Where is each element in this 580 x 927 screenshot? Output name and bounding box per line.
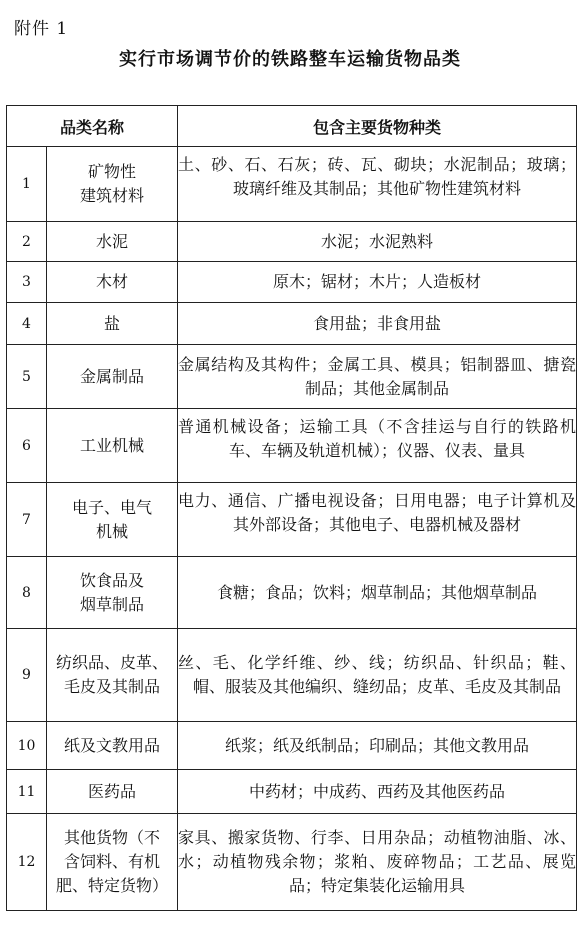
- table-row: [7, 557, 577, 629]
- goods-text: 家具、搬家货物、行李、日用杂品；动植物油脂、冰、水；动植物残余物；浆粕、废碎物品；工艺品、展览品；特定集装化运输用具: [178, 828, 577, 895]
- category-name-text: 金属制品: [80, 366, 145, 386]
- table-row: [7, 629, 577, 722]
- goods-description: [178, 262, 577, 303]
- goods-description: [178, 557, 577, 629]
- category-name-text: 水泥: [96, 231, 129, 251]
- category-name: [47, 557, 178, 629]
- goods-text: 食糖；食品；饮料；烟草制品；其他烟草制品: [217, 582, 538, 602]
- row-number: 6: [7, 409, 47, 483]
- goods-description: [178, 409, 577, 483]
- table-row: [7, 222, 577, 262]
- table-header-row: [7, 106, 577, 147]
- row-number: 3: [7, 262, 47, 303]
- goods-text: 丝、毛、化学纤维、纱、线；纺织品、针织品；鞋、帽、服装及其他编织、缝纫品；皮革、毛皮及其制品: [178, 653, 577, 696]
- goods-description: [178, 222, 577, 262]
- category-name: [47, 303, 178, 345]
- goods-text: 纸浆；纸及纸制品；印刷品；其他文教用品: [225, 735, 530, 755]
- category-name-text: 电子、电气 机械: [72, 497, 153, 541]
- goods-text: 普通机械设备；运输工具（不含挂运与自行的铁路机车、车辆及轨道机械）；仪器、仪表、量具: [178, 416, 577, 460]
- table-row: [7, 262, 577, 303]
- document-title: 实行市场调节价的铁路整车运输货物品类: [119, 49, 461, 70]
- goods-description: [178, 722, 577, 770]
- category-name: [47, 483, 178, 557]
- row-number: 8: [7, 557, 47, 629]
- table-row: [7, 770, 577, 814]
- table-row: [7, 147, 577, 222]
- table-row: [7, 814, 577, 911]
- column-header-goods: 包含主要货物种类: [178, 106, 577, 147]
- category-name-text: 饮食品及 烟草制品: [80, 570, 145, 614]
- row-number: 11: [7, 770, 47, 814]
- goods-description: [178, 629, 577, 722]
- table-row: [7, 303, 577, 345]
- row-number: 5: [7, 345, 47, 409]
- row-number: 12: [7, 814, 47, 911]
- category-name: [47, 222, 178, 262]
- category-name: [47, 409, 178, 483]
- category-name-text: 医药品: [88, 781, 137, 801]
- goods-text: 中药材；中成药、西药及其他医药品: [249, 781, 506, 801]
- category-name-text: 纸及文教用品: [64, 735, 161, 755]
- category-name-text: 其他货物（不 含饲料、有机 肥、特定货物）: [56, 828, 169, 895]
- category-name-text: 工业机械: [80, 435, 145, 455]
- category-name: [47, 814, 178, 911]
- row-number: 1: [7, 147, 47, 222]
- category-name: [47, 770, 178, 814]
- goods-text: 金属结构及其构件；金属工具、模具；铝制器皿、搪瓷制品；其他金属制品: [178, 354, 577, 398]
- table-row: [7, 345, 577, 409]
- category-name-text: 矿物性 建筑材料: [80, 162, 145, 205]
- goods-description: [178, 303, 577, 345]
- goods-text: 食用盐；非食用盐: [313, 313, 442, 333]
- category-name-text: 盐: [104, 313, 121, 333]
- goods-description: [178, 770, 577, 814]
- category-name: [47, 262, 178, 303]
- annex-label: 附件 1: [14, 19, 69, 39]
- category-name-text: 纺织品、皮革、 毛皮及其制品: [56, 653, 169, 696]
- goods-description: [178, 147, 577, 222]
- category-name: [47, 629, 178, 722]
- goods-text: 土、砂、石、石灰；砖、瓦、砌块；水泥制品；玻璃；玻璃纤维及其制品；其他矿物性建筑材料: [178, 155, 577, 198]
- row-number: 9: [7, 629, 47, 722]
- goods-description: [178, 483, 577, 557]
- category-name: [47, 147, 178, 222]
- row-number: 4: [7, 303, 47, 345]
- table-row: [7, 483, 577, 557]
- category-name: [47, 722, 178, 770]
- table-row: [7, 722, 577, 770]
- goods-text: 电力、通信、广播电视设备；日用电器；电子计算机及其外部设备；其他电子、电器机械及器材: [178, 490, 577, 534]
- goods-text: 原木；锯材；木片；人造板材: [273, 272, 482, 291]
- row-number: 7: [7, 483, 47, 557]
- table-row: [7, 409, 577, 483]
- row-number: 10: [7, 722, 47, 770]
- goods-description: [178, 814, 577, 911]
- goods-description: [178, 345, 577, 409]
- category-name: [47, 345, 178, 409]
- category-name-text: 木材: [96, 272, 129, 291]
- goods-category-table: [6, 105, 577, 911]
- goods-text: 水泥；水泥熟料: [321, 231, 434, 251]
- row-number: 2: [7, 222, 47, 262]
- column-header-category: 品类名称: [7, 106, 178, 147]
